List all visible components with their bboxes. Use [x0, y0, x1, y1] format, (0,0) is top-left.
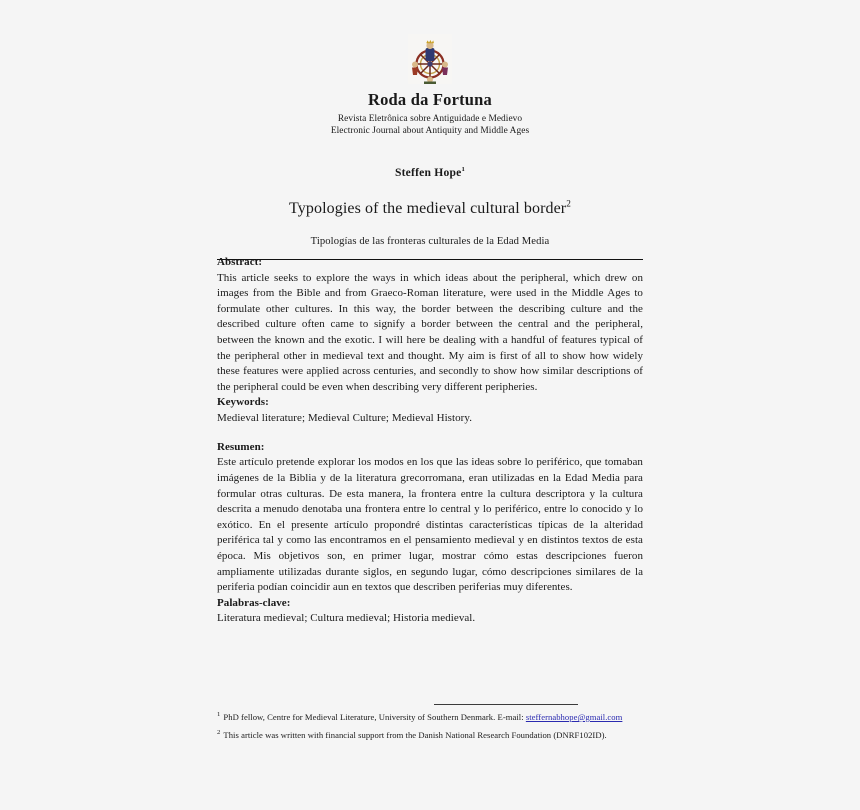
palabras-clave-text: Literatura medieval; Cultura medieval; Historia medieval.: [217, 612, 476, 625]
footnote-2: [217, 730, 643, 742]
journal-masthead: [0, 0, 860, 138]
page-title-text: Typologies of the medieval cultural border: [289, 199, 567, 217]
footnote-1-marker: 1: [217, 711, 221, 719]
keywords-text: Medieval literature; Medieval Culture; Medieval History.: [217, 412, 473, 425]
keywords-heading: Keywords:: [217, 396, 269, 409]
footnote-2-marker: 2: [217, 729, 221, 736]
title-footnote-marker[interactable]: 2: [566, 199, 571, 210]
author-name: [0, 166, 860, 179]
article-title-block: [0, 166, 860, 247]
footnote-2-text: This article was written with financial support from the Danish National Research Foundation (DNRF102ID).: [223, 729, 607, 740]
page-subtitle-spanish: Tipologías de las fronteras culturales de la Edad Media: [310, 235, 550, 247]
palabras-clave-heading: Palabras-clave:: [217, 596, 291, 609]
author-footnote-marker[interactable]: 1: [461, 165, 466, 173]
article-body: [217, 255, 643, 627]
journal-subtitle-english: Electronic Journal about Antiquity and Middle Ages: [330, 126, 530, 137]
abstract-heading: Abstract:: [217, 256, 263, 268]
page-title: [0, 199, 860, 219]
footnote-area: [217, 704, 643, 742]
footnote-divider: [434, 704, 578, 705]
resumen-text: Este artículo pretende explorar los modos en los que las ideas sobre lo periférico, que tomaban imágenes de la Biblia y de la literatura grecorromana, eran utilizadas en la Edad Media para formular otras culturas. De esta manera, la frontera entre la cultura descriptora y la cultura descrita a menudo denotaba una frontera entre lo central y lo periférico, entre lo conocido y lo exótico. En el presente artículo propondré distintas características típicas de la alteridad periférica tal y como las encontramos en el pensamiento medieval y en distintos textos de esta época. Mis objetivos son, en primer lugar, mostrar cómo estas descripciones fueron ampliamente utilizadas durante siglos, en segundo lugar, cómo descripciones similares de la periferia podían coincidir aun en textos que describen periferias muy diferentes.: [217, 456, 643, 594]
journal-title: Roda da Fortuna: [367, 90, 493, 109]
journal-subtitle-portuguese: Revista Eletrônica sobre Antiguidade e Medievo: [337, 113, 523, 124]
section-spacer: [217, 427, 643, 440]
author-email-link[interactable]: steffernabhope@gmail.com: [525, 712, 623, 722]
author-name-text: Steffen Hope: [394, 165, 462, 179]
footnote-1: [217, 712, 643, 724]
resumen-heading: Resumen:: [217, 440, 265, 453]
wheel-of-fortune-illumination-icon: [408, 34, 452, 84]
footnote-1-text: PhD fellow, Centre for Medieval Literature, University of Southern Denmark. E-mail:: [223, 712, 524, 722]
abstract-text: This article seeks to explore the ways in which ideas about the peripheral, which drew on images from the Bible and from Graeco-Roman literature, were used in the Middle Ages to formulate other cultures. In this way, the border between the describing culture and the described culture often came to signify a border between the central and the peripheral, between the known and the exotic. I will here be dealing with a handful of features typical of the peripheral other in medieval text and thought. My aim is first of all to show how widely these features were applied across centuries, and secondly to show how similar descriptions of the peripheral could be even when describing very different peripheries.: [217, 271, 643, 393]
